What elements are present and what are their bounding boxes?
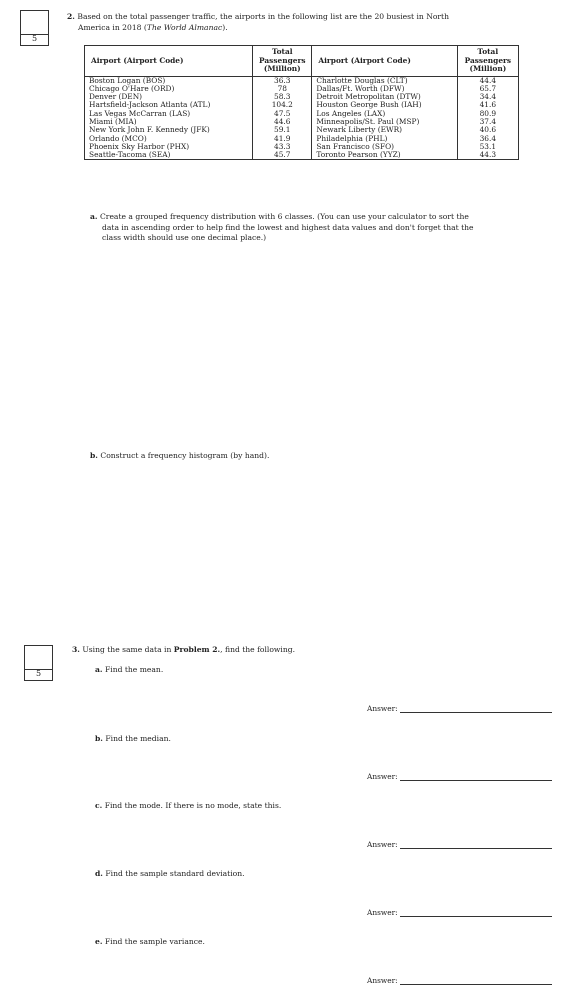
airport-name: Chicago O'Hare (ORD) xyxy=(89,83,175,93)
answer-label: Answer: xyxy=(367,772,398,781)
right-airport-names xyxy=(312,76,457,160)
passenger-value: 41.6 xyxy=(479,100,497,110)
part-text: Find the sample variance. xyxy=(104,937,205,946)
header-passengers-left xyxy=(253,46,312,77)
passenger-value: 41.9 xyxy=(274,133,291,143)
problem2-intro-end: ). xyxy=(222,22,228,32)
problem2-intro-line2: America in 2018 ( xyxy=(78,22,147,32)
answer-line-e[interactable] xyxy=(400,976,552,985)
table-header-row xyxy=(85,46,519,77)
airport-name: Dallas/Ft. Worth (DFW) xyxy=(316,83,405,93)
right-passenger-values xyxy=(457,76,518,160)
passenger-value: 44.3 xyxy=(479,150,497,160)
table-row xyxy=(85,76,519,160)
airport-name: Phoenix Sky Harbor (PHX) xyxy=(89,141,190,151)
problem3-intro-end: , find the following. xyxy=(220,645,295,654)
airport-name: Toronto Pearson (YYZ) xyxy=(316,150,401,160)
answer-label: Answer: xyxy=(367,908,398,917)
part-letter: d. xyxy=(95,869,103,878)
airport-name: Boston Logan (BOS) xyxy=(89,75,166,85)
answer-line-c[interactable] xyxy=(400,840,552,849)
problem3-points: 5 xyxy=(24,669,53,681)
problem3-part-e xyxy=(95,937,205,948)
airport-name: Hartsfield-Jackson Atlanta (ATL) xyxy=(89,100,211,110)
airport-name: Orlando (MCO) xyxy=(89,133,147,143)
part-text: Find the sample standard deviation. xyxy=(105,869,245,878)
header-passengers-line: Passengers xyxy=(464,55,512,65)
airport-name: Detroit Metropolitan (DTW) xyxy=(316,92,421,102)
passenger-value: 34.4 xyxy=(479,92,497,102)
passenger-value: 59.1 xyxy=(274,125,291,135)
problem3-score-box[interactable] xyxy=(24,645,53,681)
answer-d[interactable] xyxy=(367,908,552,917)
part-letter: b. xyxy=(95,734,103,743)
airport-name: Miami (MIA) xyxy=(89,116,137,126)
problem3-intro xyxy=(72,645,295,656)
problem2-source: The World Almanac xyxy=(146,22,223,32)
airport-name: Philadelphia (PHL) xyxy=(316,133,388,143)
problem2-part-b xyxy=(90,451,269,462)
header-passengers-line: (Million) xyxy=(263,64,301,73)
problem2-part-a xyxy=(90,212,530,244)
problem3-number: 3. xyxy=(72,645,80,654)
airport-name: Newark Liberty (EWR) xyxy=(316,125,403,135)
problem2-number: 2. xyxy=(67,12,75,21)
part-b-letter: b. xyxy=(90,451,98,460)
airport-name: Minneapolis/St. Paul (MSP) xyxy=(316,116,420,126)
problem2-score-box[interactable] xyxy=(20,10,49,46)
problem2-intro-line1: Based on the total passenger traffic, the airports in the following list are the 20 busiest in North xyxy=(77,12,450,21)
airport-name: Los Angeles (LAX) xyxy=(316,108,386,118)
header-passengers-line: Passengers xyxy=(259,55,306,65)
part-letter: a. xyxy=(95,665,103,674)
answer-label: Answer: xyxy=(367,976,398,985)
passenger-value: 40.6 xyxy=(479,125,497,135)
passenger-value: 104.2 xyxy=(271,100,293,110)
problem3-reference: Problem 2. xyxy=(173,645,221,654)
passenger-value: 37.4 xyxy=(479,116,497,126)
problem2-intro xyxy=(67,12,537,33)
answer-e[interactable] xyxy=(367,976,552,985)
airport-name: Seattle-Tacoma (SEA) xyxy=(89,150,171,160)
header-passengers-right xyxy=(457,46,518,77)
problem2-points: 5 xyxy=(20,34,49,46)
header-airport-right: Airport (Airport Code) xyxy=(312,46,457,77)
airport-name: San Francisco (SFO) xyxy=(316,141,395,151)
answer-line-b[interactable] xyxy=(400,772,552,781)
passenger-value: 80.9 xyxy=(479,108,497,118)
answer-line-a[interactable] xyxy=(400,704,552,713)
passenger-value: 45.7 xyxy=(274,150,291,160)
problem3-intro-start: Using the same data in xyxy=(82,645,174,654)
airport-name: Las Vegas McCarran (LAS) xyxy=(89,108,191,118)
part-text: Find the median. xyxy=(105,734,171,743)
passenger-value: 78 xyxy=(277,83,287,93)
passenger-value: 44.6 xyxy=(274,116,291,126)
header-passengers-line: Total xyxy=(271,47,293,56)
part-a-line2: data in ascending order to help find the lowest and highest data values and don't forget that the xyxy=(102,222,474,232)
problem3-part-a xyxy=(95,665,163,676)
airport-name: Denver (DEN) xyxy=(89,92,143,102)
part-text: Find the mean. xyxy=(105,665,164,674)
passenger-value: 36.4 xyxy=(479,133,497,143)
part-a-line3: class width should use one decimal place.) xyxy=(102,233,267,242)
part-a-letter: a. xyxy=(90,212,98,221)
answer-label: Answer: xyxy=(367,840,398,849)
airport-name: Charlotte Douglas (CLT) xyxy=(316,75,408,85)
left-airport-names xyxy=(85,76,253,160)
passenger-value: 47.5 xyxy=(274,108,291,118)
problem3-part-b xyxy=(95,734,171,745)
answer-line-d[interactable] xyxy=(400,908,552,917)
header-passengers-line: Total xyxy=(477,47,499,56)
answer-b[interactable] xyxy=(367,772,552,781)
answer-c[interactable] xyxy=(367,840,552,849)
problem3-part-c xyxy=(95,801,281,812)
airport-name: New York John F. Kennedy (JFK) xyxy=(89,125,210,135)
part-b-text: Construct a frequency histogram (by hand). xyxy=(100,451,270,460)
part-a-line1: Create a grouped frequency distribution with 6 classes. (You can use your calculator to sort the xyxy=(100,212,469,221)
header-passengers-line: (Million) xyxy=(469,64,507,73)
airport-name: Houston George Bush (IAH) xyxy=(316,100,422,110)
problem3-part-d xyxy=(95,869,245,880)
table-body xyxy=(85,76,519,160)
part-text: Find the mode. If there is no mode, state this. xyxy=(104,801,282,810)
answer-label: Answer: xyxy=(367,704,398,713)
passenger-value: 53.1 xyxy=(479,141,497,151)
passenger-value: 43.3 xyxy=(274,141,291,151)
passenger-value: 65.7 xyxy=(479,83,497,93)
header-airport-left: Airport (Airport Code) xyxy=(85,46,253,77)
part-letter: c. xyxy=(95,801,103,810)
left-passenger-values xyxy=(253,76,312,160)
airport-table xyxy=(84,45,519,160)
passenger-value: 58.3 xyxy=(274,92,291,102)
passenger-value: 36.3 xyxy=(274,75,291,85)
part-letter: e. xyxy=(95,937,103,946)
answer-a[interactable] xyxy=(367,704,552,713)
passenger-value: 44.4 xyxy=(479,75,497,85)
